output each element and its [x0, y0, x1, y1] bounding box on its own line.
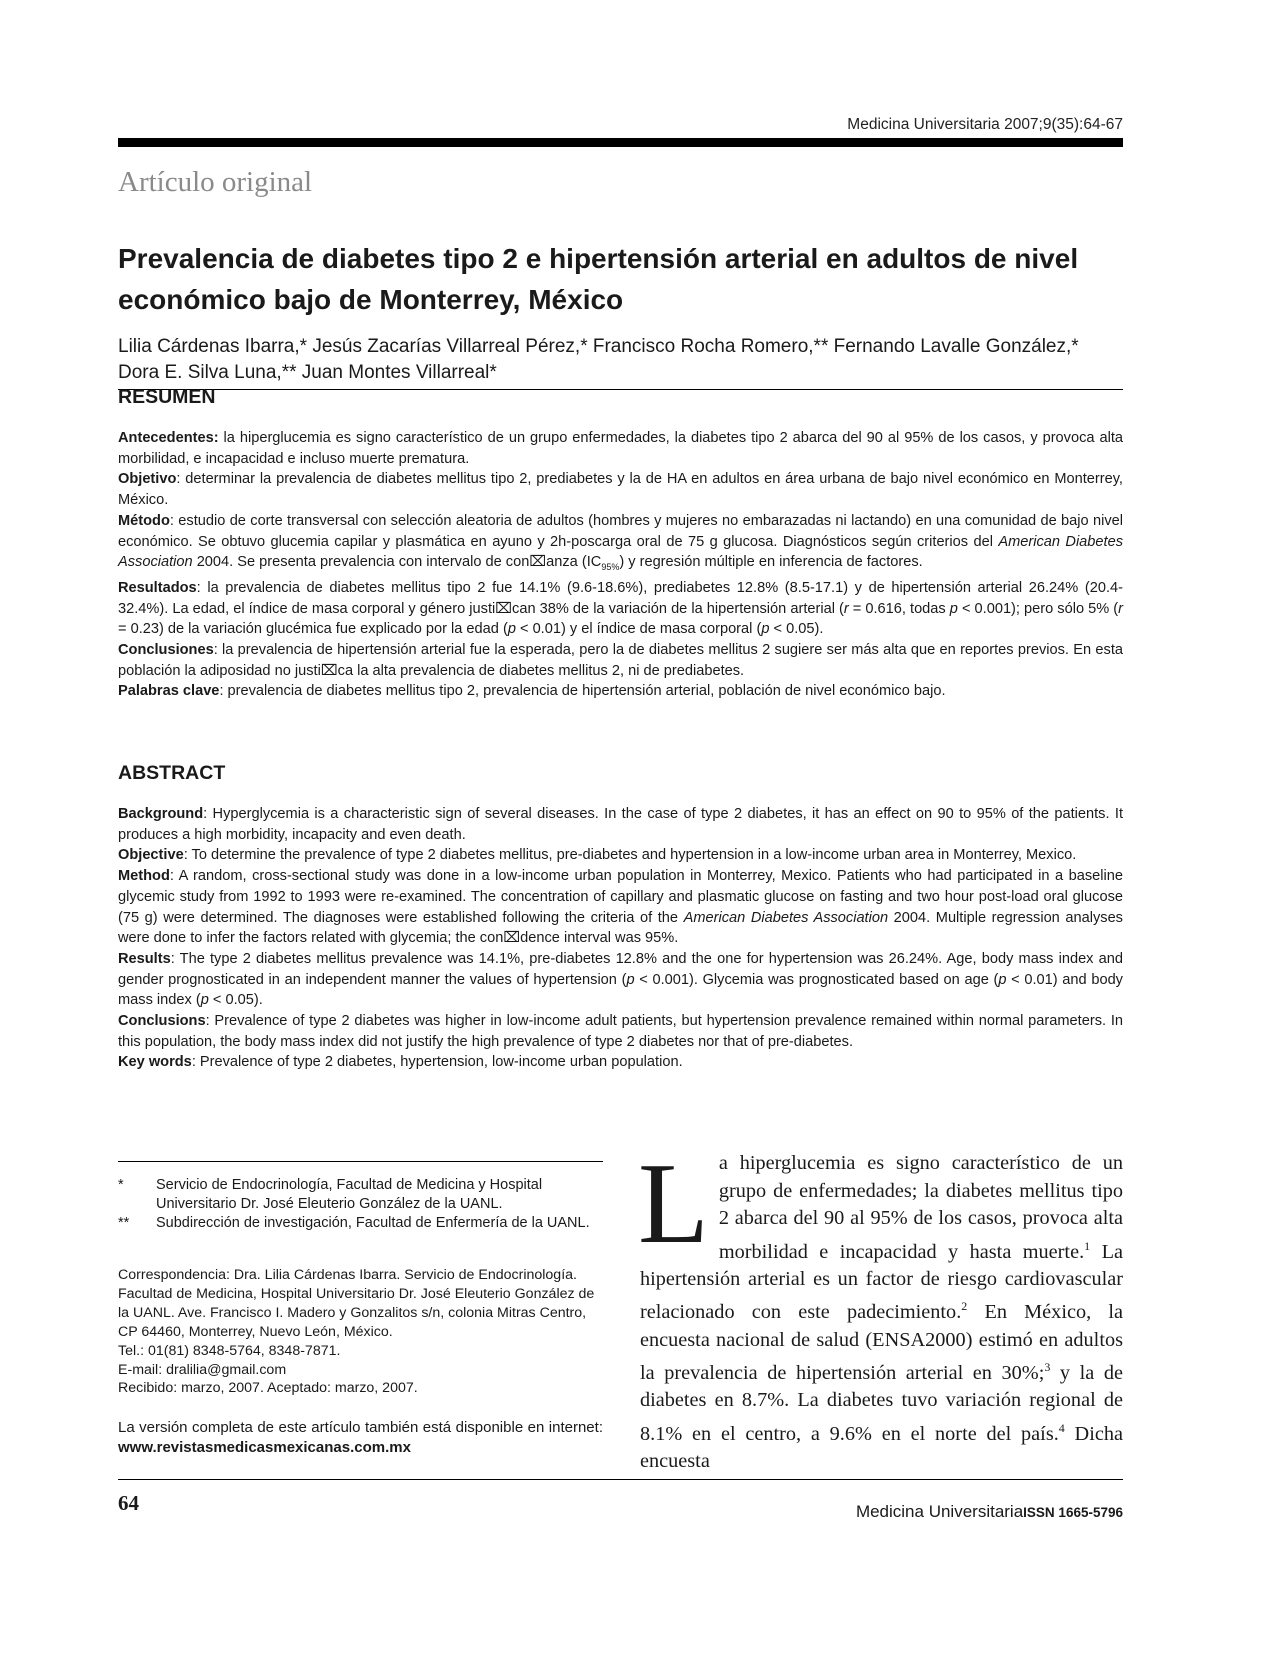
text: : prevalencia de diabetes mellitus tipo 2, prevalencia de hipertensión arterial, población de nivel económico bajo. — [219, 683, 946, 700]
abstract-results — [118, 949, 1123, 1011]
text: = 0.23) de la variación glucémica fue explicado por la edad ( — [118, 621, 508, 638]
footnote-text: Servicio de Endocrinología, Facultad de Medicina y Hospital Universitario Dr. José Eleuterio González de la UANL. — [156, 1177, 543, 1212]
footnote-mark: ** — [118, 1215, 130, 1231]
correspondence-tel: Tel.: 01(81) 8348-5764, 8348-7871. — [118, 1342, 341, 1359]
abstract-keywords — [118, 1052, 1123, 1073]
text: : Hyperglycemia is a characteristic sign of several diseases. In the case of type 2 diabetes, it has an effect on 90 to 95% of the patients. It produces a high morbidity, incapacity and even death. — [118, 806, 1123, 843]
journal-citation: Medicina Universitaria 2007;9(35):64-67 — [847, 116, 1123, 133]
resumen-objetivo — [118, 469, 1123, 510]
abstract-background — [118, 804, 1123, 845]
drop-cap: L — [638, 1140, 709, 1268]
italic-text: American Diabetes Association — [118, 533, 1123, 571]
reference-number: 1 — [1084, 1238, 1091, 1253]
resumen-metodo — [118, 511, 1123, 578]
resumen-resultados — [118, 578, 1123, 640]
italic-text: p — [507, 621, 516, 638]
text: = 0.616, todas — [848, 600, 950, 617]
abstract-objective — [118, 845, 1123, 866]
footer-rule — [118, 1479, 1123, 1480]
label: Method — [118, 868, 170, 885]
reference-number: 3 — [1044, 1360, 1051, 1375]
resumen-antecedentes — [118, 428, 1123, 469]
resumen-conclusiones — [118, 640, 1123, 681]
label: Método — [118, 512, 170, 529]
online-text: La versión completa de este artículo también está disponible en internet: — [118, 1419, 603, 1436]
text: la hiperglucemia es signo característico de un grupo enfermedades, la diabetes tipo 2 abarca del 90 al 95% de los casos, y provoca alta morbilidad, e incapacidad e incluso muerte prematura. — [118, 430, 1123, 467]
label: Conclusiones — [118, 641, 214, 658]
label: Key words — [118, 1054, 192, 1071]
intro-paragraph — [638, 1140, 1123, 1476]
label: Objetivo — [118, 471, 177, 488]
affiliation-footnotes — [118, 1176, 603, 1233]
text: < 0.01) y el índice de masa corporal ( — [515, 621, 762, 638]
text: : The type 2 diabetes mellitus prevalence was 14.1%, pre-diabetes 12.8% and the one for hypertension was 26.24%. Age, body mass index and gender prognosticated in an independent manner the values of hypertension ( — [118, 950, 1123, 988]
text: La hipertensión arterial es un factor de riesgo cardiovascular relacionado con este padecimiento. — [640, 1240, 1123, 1324]
authors-divider — [118, 389, 1123, 390]
text: y la de diabetes en 8.7%. La diabetes tuvo variación regional de 8.1% en el centro, a 9.6% en el norte del país. — [640, 1361, 1123, 1445]
text: : determinar la prevalencia de diabetes mellitus tipo 2, prediabetes y la de HA en adultos en área urbana de bajo nivel económico en Monterrey, México. — [118, 471, 1123, 509]
footnote-rule — [118, 1161, 603, 1162]
text: Dicha encuesta — [640, 1422, 1123, 1473]
label: Background — [118, 806, 204, 822]
resumen-body — [118, 428, 1123, 702]
label: Palabras clave — [118, 683, 220, 700]
text: ) y regresión múltiple en inferencia de factores. — [619, 554, 923, 571]
text: : A random, cross-sectional study was done in a low-income urban population in Monterrey, Mexico. Patients who had participated in a baseline glycemic study from 1992 to 1993 were re-examined. The concentration of capillary and plasmatic glucose on fasting and two hour post-load oral glucose (75 g) were determined. The diagnoses were established following the criteria of the — [118, 868, 1123, 926]
reference-number: 4 — [1058, 1420, 1065, 1435]
text: < 0.05). — [769, 621, 824, 638]
text: : To determine the prevalence of type 2 diabetes mellitus, pre-diabetes and hypertension in a low-income urban area in Monterrey, Mexico. — [183, 847, 1077, 864]
footnote-mark: * — [118, 1177, 124, 1193]
text: : la prevalencia de hipertensión arterial fue la esperada, pero la de diabetes mellitus 2 sugiere ser más alta que en reportes previos. En esta población la adiposidad no justi⌧ca la alta prevalencia de diabetes mellitus 2, ni de prediabetes. — [118, 641, 1123, 679]
online-availability — [118, 1418, 603, 1457]
abstract-body — [118, 804, 1123, 1073]
text: a hiperglucemia es signo característico de un grupo de enfermedades; la diabetes mellitus tipo 2 abarca del 90 al 95% de los casos, provoca alta morbilidad e incapacidad y hasta muerte. — [718, 1152, 1123, 1263]
italic-text: p — [626, 971, 635, 988]
italic-text: p — [998, 971, 1007, 988]
italic-text: p — [761, 621, 770, 638]
correspondence-block — [118, 1266, 603, 1398]
text: < 0.001); pero sólo 5% ( — [957, 600, 1119, 617]
label: Objective — [118, 847, 184, 864]
italic-text: r — [1118, 600, 1124, 617]
italic-text: p — [949, 600, 958, 617]
correspondence-address: Correspondencia: Dra. Lilia Cárdenas Ibarra. Servicio de Endocrinología. Facultad de Medicina, Hospital Universitario Dr. José Eleuterio González de la UANL. Ave. Francisco I. Madero y Gonzalitos s/n, colonia Mitras Centro, CP 64460, Monterrey, Nuevo León, México. — [118, 1267, 595, 1340]
text: : Prevalence of type 2 diabetes, hypertension, low-income urban population. — [191, 1054, 683, 1071]
article-type: Artículo original — [118, 166, 313, 198]
text: : Prevalence of type 2 diabetes was higher in low-income adult patients, but hypertension prevalence remained within normal parameters. In this population, the body mass index did not justify the high prevalence of type 2 diabetes nor that of pre-diabetes. — [118, 1013, 1123, 1050]
subscript: 95% — [601, 562, 620, 573]
resumen-palabras-clave — [118, 681, 1123, 702]
journal-name: Medicina Universitaria — [855, 1502, 1024, 1521]
correspondence-email: E-mail: dralilia@gmail.com — [118, 1361, 287, 1378]
italic-text: p — [200, 992, 209, 1009]
italic-text: r — [843, 600, 849, 617]
abstract-conclusions — [118, 1011, 1123, 1052]
text: 2004. Multiple regression analyses were done to infer the factors related with glycemia; the con⌧dence interval was 95%. — [118, 909, 1123, 947]
issn: ISSN 1665-5796 — [1023, 1505, 1123, 1520]
abstract-method — [118, 866, 1123, 949]
text: En México, la encuesta nacional de salud (ENSA2000) estimó en adultos la prevalencia de hipertensión arterial en 30%; — [640, 1301, 1123, 1384]
footer-journal — [856, 1502, 1123, 1522]
resumen-heading: RESUMEN — [118, 386, 216, 408]
text: : estudio de corte transversal con selección aleatoria de adultos (hombres y mujeres no embarazadas ni lactando) en una comunidad de bajo nivel económico. Se obtuvo glucemia capilar y plasmática en ayuno y 2h-poscarga oral de 75 g glucosa. Diagnósticos según criterios del — [118, 512, 1123, 550]
article-title: Prevalencia de diabetes tipo 2 e hipertensión arterial en adultos de nivel económico bajo de Monterrey, México — [118, 243, 1079, 315]
received-dates: Recibido: marzo, 2007. Aceptado: marzo, 2007. — [118, 1380, 418, 1397]
footnote-item — [118, 1176, 603, 1214]
italic-text: American Diabetes Association — [683, 909, 889, 926]
abstract-heading: ABSTRACT — [118, 762, 226, 784]
label: Resultados — [118, 579, 197, 596]
journal-url-link[interactable]: www.revistasmedicasmexicanas.com.mx — [118, 1438, 411, 1456]
label: Antecedentes: — [118, 430, 219, 446]
reference-number: 2 — [961, 1299, 968, 1314]
text: 2004. Se presenta prevalencia con intervalo de con⌧anza (IC — [192, 554, 602, 571]
text: < 0.05). — [208, 992, 263, 1009]
footnote-text: Subdirección de investigación, Facultad de Enfermería de la UANL. — [156, 1215, 590, 1231]
text: < 0.01) and body mass index ( — [118, 971, 1123, 1009]
label: Conclusions — [118, 1013, 206, 1030]
page-number: 64 — [118, 1491, 139, 1515]
footnote-item — [118, 1214, 603, 1233]
top-rule — [118, 138, 1123, 147]
label: Results — [118, 950, 171, 967]
text: < 0.001). Glycemia was prognosticated based on age ( — [634, 971, 999, 988]
author-list: Lilia Cárdenas Ibarra,* Jesús Zacarías Villarreal Pérez,* Francisco Rocha Romero,** Fernando Lavalle González,* Dora E. Silva Luna,** Juan Montes Villarreal* — [118, 336, 1079, 383]
text: : la prevalencia de diabetes mellitus tipo 2 fue 14.1% (9.6-18.6%), prediabetes 12.8% (8.5-17.1) y de hipertensión arterial 26.24% (20.4-32.4%). La edad, el índice de masa corporal y género justi⌧can 38% de la variación de la hipertensión arterial ( — [118, 579, 1123, 617]
